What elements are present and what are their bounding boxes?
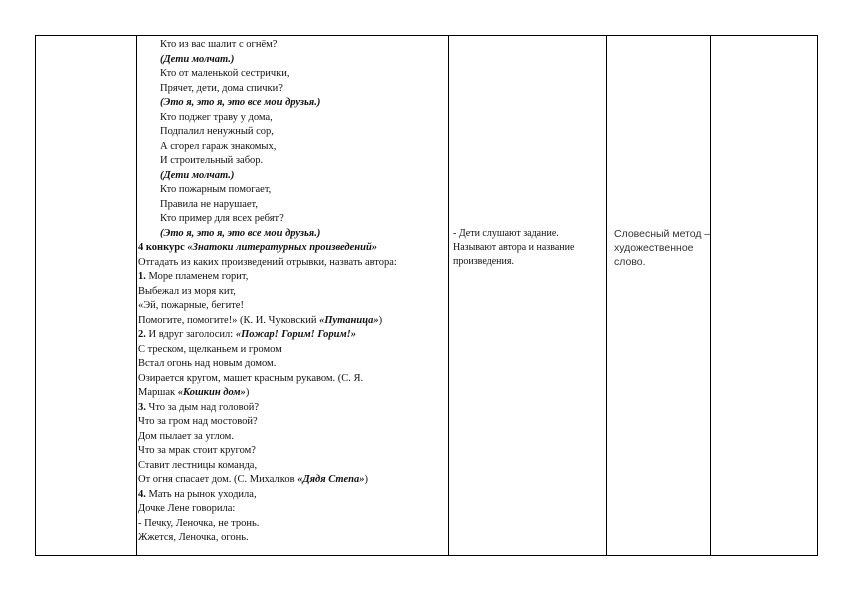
content-text: Дом пылает за углом. [138, 430, 234, 442]
content-text: Дочке Лене говорила: [138, 503, 236, 514]
content-text: (Это я, это я, это все мои друзья.) [160, 227, 321, 239]
content-line [138, 38, 448, 53]
column-divider [710, 36, 711, 555]
content-column [138, 38, 448, 546]
content-line [138, 401, 448, 416]
content-line [138, 140, 448, 155]
content-text: Прячет, дети, дома спички? [160, 82, 283, 94]
lesson-table [35, 35, 818, 556]
content-text: Кто от маленькой сестрички, [160, 68, 290, 79]
content-line [138, 488, 448, 503]
content-line [138, 183, 448, 198]
content-text: Что за дым над головой? [148, 401, 260, 413]
content-text: Мать на рынок уходила, [148, 488, 257, 500]
content-line [138, 198, 448, 213]
content-text: 4 конкурс [138, 242, 188, 253]
content-line [138, 212, 448, 227]
content-line [138, 111, 448, 126]
content-text: Море пламенем горит, [148, 271, 249, 282]
content-text: С треском, щелканьем и громом [138, 343, 282, 355]
content-line [138, 502, 448, 517]
method-cell: Словесный метод – художественное слово. [614, 228, 711, 268]
content-text: ) [245, 387, 250, 398]
content-line [138, 328, 448, 343]
content-text: Ставит лестницы команда, [138, 459, 258, 471]
content-line [138, 386, 448, 401]
content-text: Озирается кругом, машет красным рукавом. (С. Я. [138, 372, 364, 384]
content-text: «Путаница» [319, 314, 379, 326]
content-line [138, 285, 448, 300]
content-line [138, 430, 448, 445]
content-text: И вдруг заголосил: [148, 329, 236, 340]
column-divider [136, 36, 137, 555]
content-text: 4. [138, 488, 149, 500]
content-text: ) [378, 314, 383, 326]
content-line [138, 67, 448, 82]
content-text: Что за гром над мостовой? [138, 416, 258, 427]
content-line [138, 357, 448, 372]
content-line [138, 459, 448, 474]
content-text: Кто пожарным помогает, [160, 184, 272, 195]
content-line [138, 256, 448, 271]
content-text: Подпалил ненужный сор, [160, 126, 274, 137]
content-text: Маршак [138, 387, 178, 398]
content-text: Правила не нарушает, [160, 198, 258, 210]
content-text: Кто поджег траву у дома, [160, 111, 273, 123]
content-text: Помогите, помогите!» (К. И. Чуковский [138, 314, 320, 326]
content-line [138, 415, 448, 430]
content-line [138, 96, 448, 111]
content-text: Что за мрак стоит кругом? [138, 445, 256, 456]
content-text: 1. [138, 271, 149, 282]
content-text: «Знатоки литературных произведений» [187, 242, 378, 253]
content-line [138, 154, 448, 169]
content-line [138, 299, 448, 314]
content-text: - Печку, Леночка, не тронь. [138, 517, 260, 529]
content-line [138, 53, 448, 68]
content-line [138, 125, 448, 140]
content-line [138, 241, 448, 256]
content-line [138, 314, 448, 329]
content-line [138, 517, 448, 532]
content-text: ) [364, 474, 368, 485]
content-line [138, 473, 448, 488]
content-text: 2. [138, 329, 149, 340]
content-text: И строительный забор. [160, 155, 264, 166]
content-line [138, 444, 448, 459]
student-activity-cell: - Дети слушают задание. Называют автора и название произведения. [453, 228, 575, 267]
content-text: «Дядя Степа» [297, 474, 365, 485]
content-line [138, 531, 448, 546]
content-text: Жжется, Леночка, огонь. [138, 532, 249, 543]
content-text: А сгорел гараж знакомых, [160, 140, 277, 152]
content-text: Кто пример для всех ребят? [160, 213, 284, 224]
content-line [138, 82, 448, 97]
content-text: «Эй, пожарные, бегите! [138, 300, 244, 311]
content-text: Встал огонь над новым домом. [138, 358, 277, 369]
content-text: Отгадать из каких произведений отрывки, назвать автора: [138, 256, 397, 268]
content-text: «Кошкин дом» [177, 387, 246, 398]
content-line [138, 227, 448, 242]
content-text: (Дети молчат.) [160, 53, 235, 65]
content-text: 3. [138, 401, 149, 413]
content-text: (Это я, это я, это все мои друзья.) [160, 97, 321, 108]
content-text: Кто из вас шалит с огнём? [160, 39, 278, 50]
content-text: (Дети молчат.) [160, 169, 235, 181]
column-divider [606, 36, 607, 555]
column-divider [448, 36, 449, 555]
content-text: От огня спасает дом. (С. Михалков [138, 474, 298, 485]
content-text: Выбежал из моря кит, [138, 285, 236, 297]
content-line [138, 372, 448, 387]
content-text: «Пожар! Горим! Горим!» [235, 329, 357, 340]
content-line [138, 343, 448, 358]
content-line [138, 169, 448, 184]
content-line [138, 270, 448, 285]
